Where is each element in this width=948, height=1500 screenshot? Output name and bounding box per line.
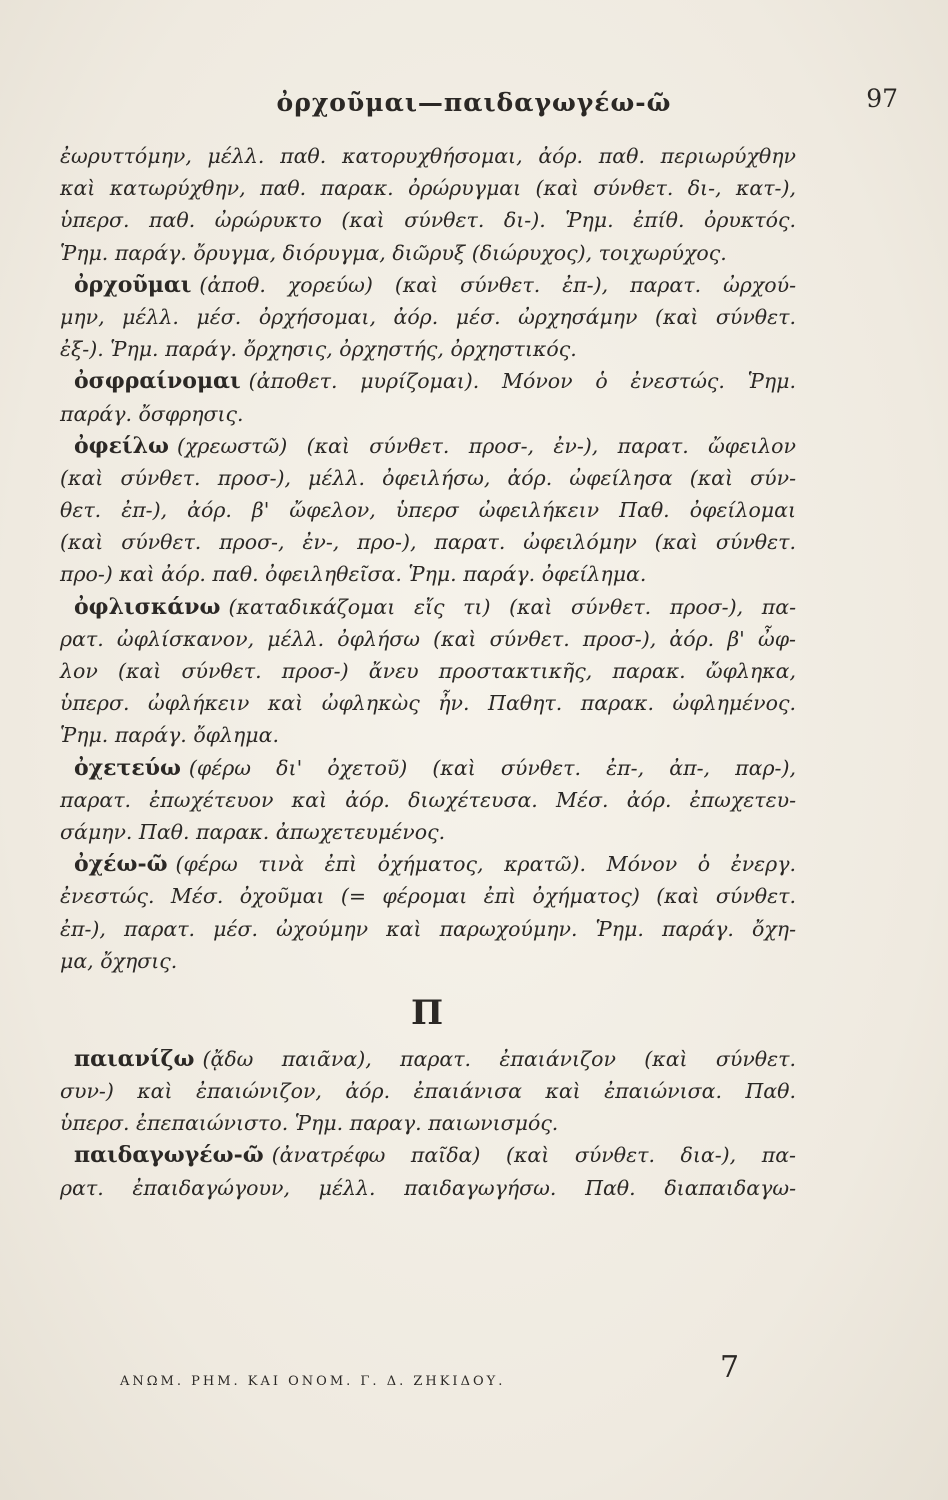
- entry-line: Ῥημ. παράγ. ὄρυγμα, διόρυγμα, διῶρυξ (διώρυχος), τοιχωρύχος.: [60, 240, 727, 265]
- entry-line: Ῥημ. παράγ. ὄφλημα.: [60, 723, 279, 748]
- dictionary-entry: [60, 140, 796, 269]
- dictionary-entry: [60, 1139, 796, 1203]
- dictionary-entry: [60, 365, 796, 429]
- dictionary-entry: [60, 848, 796, 977]
- entry-line: (ἀποθετ. μυρίζομαι). Μόνον ὁ ἐνεστώς. Ῥημ.: [248, 369, 796, 394]
- dictionary-entry: [60, 1043, 796, 1140]
- entry-first-line: [60, 1043, 796, 1075]
- entry-lemma: παιδαγωγέω-ῶ: [74, 1142, 264, 1169]
- entry-first-line: [60, 269, 796, 301]
- entry-line: (φέρω τινὰ ἐπὶ ὀχήματος, κρατῶ). Μόνον ὁ ἐνεργ.: [175, 852, 796, 877]
- entry-first-line: [60, 591, 796, 623]
- entry-first-line: [60, 365, 796, 397]
- entry-line: ἐνεστώς. Μέσ. ὀχοῦμαι (= φέρομαι ἐπὶ ὀχήματος) (καὶ σύνθετ.: [60, 884, 796, 909]
- dictionary-entry: [60, 591, 796, 752]
- running-head: ὀρχοῦμαι—παιδαγωγέω-ῶ: [276, 88, 672, 117]
- entry-line: ὑπερσ. ἐπεπαιώνιστο. Ῥημ. παραγ. παιωνισμός.: [60, 1111, 559, 1136]
- entry-line: ρατ. ὠφλίσκανον, μέλλ. ὀφλήσω (καὶ σύνθετ. προσ-), ἀόρ. β' ὦφ-: [60, 626, 796, 651]
- entry-line: (καταδικάζομαι εἴς τι) (καὶ σύνθετ. προσ-), πα-: [228, 594, 796, 619]
- entry-line: λον (καὶ σύνθετ. προσ-) ἄνευ προστακτικῆς, παρακ. ὤφληκα,: [60, 659, 796, 683]
- entry-first-line: [60, 848, 796, 880]
- entry-lemma: ὀχέω-ῶ: [74, 851, 168, 878]
- printer-signature: ΑΝΩΜ. ΡΗΜ. ΚΑΙ ΟΝΟΜ. Γ. Δ. ΖΗΚΙΔΟΥ.: [120, 1374, 506, 1389]
- entry-line: (ἀποθ. χορεύω) (καὶ σύνθετ. ἐπ-), παρατ. ὠρχού-: [199, 272, 796, 297]
- dictionary-entry: [60, 269, 796, 366]
- entry-line: ἐωρυττόμην, μέλλ. παθ. κατορυχθήσομαι, ἀόρ. παθ. περιωρύχθην: [60, 144, 796, 168]
- entry-lemma: ὀσφραίνομαι: [74, 368, 241, 395]
- entry-line: ρατ. ἐπαιδαγώγουν, μέλλ. παιδαγωγήσω. Παθ. διαπαιδαγω-: [60, 1175, 796, 1200]
- entry-line: (ἀνατρέφω παῖδα) (καὶ σύνθετ. δια-), πα-: [271, 1143, 796, 1168]
- page-number: 97: [866, 84, 898, 113]
- page-header: [0, 84, 948, 128]
- entry-line: (χρεωστῶ) (καὶ σύνθετ. προσ-, ἐν-), παρατ. ὤφειλον: [176, 433, 796, 458]
- entry-line: θετ. ἐπ-), ἀόρ. β' ὤφελον, ὑπερσ ὠφειλήκειν Παθ. ὀφείλομαι: [60, 498, 796, 523]
- entry-line: (ᾄδω παιᾶνα), παρατ. ἐπαιάνιζον (καὶ σύνθετ.: [202, 1046, 796, 1071]
- entry-line: σάμην. Παθ. παρακ. ἀπωχετευμένος.: [60, 819, 446, 844]
- entry-line: ἐξ-). Ῥημ. παράγ. ὄρχησις, ὀρχηστής, ὀρχηστικός.: [60, 337, 577, 362]
- entry-first-line: [60, 752, 796, 784]
- entry-line: καὶ κατωρύχθην, παθ. παρακ. ὀρώρυγμαι (καὶ σύνθετ. δι-, κατ-),: [60, 176, 796, 201]
- entry-line: ὑπερσ. ὠφλήκειν καὶ ὠφληκὼς ἦν. Παθητ. παρακ. ὠφλημένος.: [60, 691, 796, 716]
- entry-first-line: [60, 1139, 796, 1171]
- sheet-number: 7: [720, 1350, 740, 1385]
- entry-line: μην, μέλλ. μέσ. ὀρχήσομαι, ἀόρ. μέσ. ὠρχησάμην (καὶ σύνθετ.: [60, 304, 796, 329]
- entry-line: μα, ὄχησις.: [60, 948, 178, 973]
- entry-line: ἐπ-), παρατ. μέσ. ὠχούμην καὶ παρωχούμην. Ῥημ. παράγ. ὄχη-: [60, 916, 796, 941]
- entry-line: (καὶ σύνθετ. προσ-), μέλλ. ὀφειλήσω, ἀόρ. ὠφείλησα (καὶ σύν-: [60, 465, 796, 490]
- entry-lemma: ὀρχοῦμαι: [74, 271, 192, 298]
- entry-line: προ-) καὶ ἀόρ. παθ. ὀφειληθεῖσα. Ῥημ. παράγ. ὀφείλημα.: [60, 562, 647, 587]
- entry-lemma: ὀφλισκάνω: [74, 593, 221, 620]
- dictionary-entry: [60, 752, 796, 849]
- entry-line: ὑπερσ. παθ. ὠρώρυκτο (καὶ σύνθετ. δι-). Ῥημ. ἐπίθ. ὀρυκτός.: [60, 208, 796, 233]
- page-footer: [120, 1374, 718, 1400]
- dictionary-entry: [60, 430, 796, 591]
- entry-line: (καὶ σύνθετ. προσ-, ἐν-, προ-), παρατ. ὠφειλόμην (καὶ σύνθετ.: [60, 530, 796, 555]
- section-letter: Π: [410, 992, 446, 1033]
- entry-line: συν-) καὶ ἐπαιώνιζον, ἀόρ. ἐπαιάνισα καὶ ἐπαιώνισα. Παθ.: [60, 1079, 796, 1104]
- dictionary-body: [60, 140, 796, 1204]
- entry-line: (φέρω δι' ὀχετοῦ) (καὶ σύνθετ. ἐπ-, ἀπ-, παρ-),: [188, 755, 796, 780]
- entry-line: παρατ. ἐπωχέτευον καὶ ἀόρ. διωχέτευσα. Μέσ. ἀόρ. ἐπωχετευ-: [60, 787, 796, 812]
- entry-first-line: [60, 430, 796, 462]
- entry-lemma: ὀχετεύω: [74, 754, 181, 781]
- entry-line: παράγ. ὄσφρησις.: [60, 401, 244, 426]
- entry-lemma: παιανίζω: [74, 1045, 195, 1072]
- entry-lemma: ὀφείλω: [74, 432, 169, 459]
